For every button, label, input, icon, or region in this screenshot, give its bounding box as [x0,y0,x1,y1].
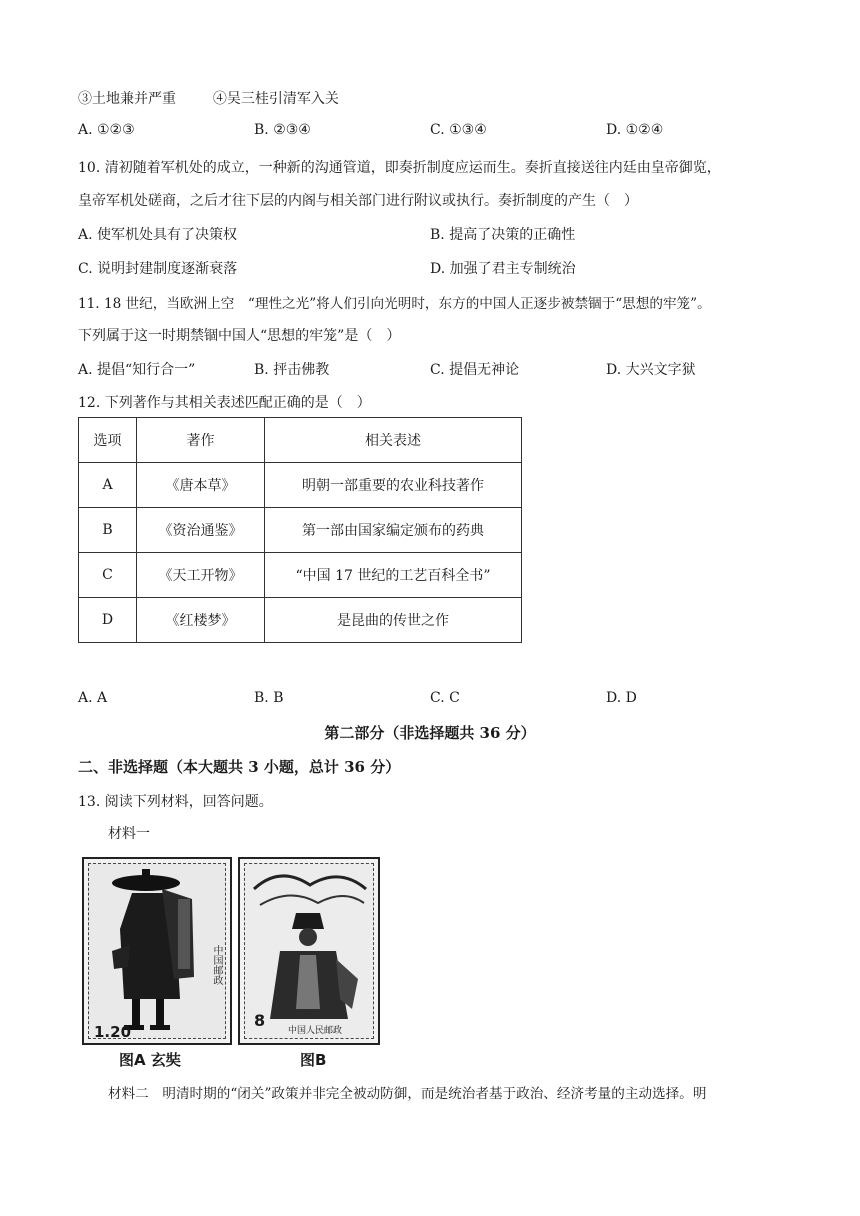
q10-option-a[interactable]: A. 使军机处具有了决策权 [78,227,238,243]
q10-option-c[interactable]: C. 说明封建制度逐渐衰落 [78,261,238,277]
q9-option-b[interactable]: B. ②③④ [254,122,311,138]
table-header-row [79,418,522,463]
q12-stem: 12. 下列著作与其相关表述匹配正确的是（ ） [78,395,371,411]
table-cell: 明朝一部重要的农业科技著作 [265,463,522,508]
table-header-cell: 选项 [79,418,137,463]
stamp-a-side-text: 中国邮政 [211,945,222,985]
table-cell: 第一部由国家编定颁布的药典 [265,508,522,553]
material2-text: 材料二 明清时期的“闭关”政策并非完全被动防御，而是统治者基于政治、经济考量的主动选择。明 [108,1086,707,1102]
q12-option-b[interactable]: B. B [254,690,284,706]
stamp-b-caption: 图B [300,1051,327,1069]
q9-item-4: ④吴三桂引清军入关 [212,91,339,107]
stamp-a-value: 1.20 [94,1023,132,1041]
q11-option-d[interactable]: D. 大兴文字狱 [606,362,696,378]
q11-option-c[interactable]: C. 提倡无神论 [430,362,520,378]
table-cell: 《天工开物》 [137,553,265,598]
table-header-cell: 相关表述 [265,418,522,463]
q10-option-d[interactable]: D. 加强了君主专制统治 [430,261,576,277]
table-cell: B [79,508,137,553]
q12-table [78,417,522,643]
table-row [79,508,522,553]
part2-title: 第二部分（非选择题共 36 分） [324,724,536,742]
table-cell: C [79,553,137,598]
stamp-b-bottom-text: 中国人民邮政 [288,1026,343,1036]
q11-stem-line2: 下列属于这一时期禁锢中国人“思想的牢笼”是（ ） [78,328,401,344]
table-cell: “中国 17 世纪的工艺百科全书” [265,553,522,598]
q10-stem-line1: 10. 清初随着军机处的成立，一种新的沟通管道，即奏折制度应运而生。奏折直接送往内廷由皇帝御览， [78,160,721,176]
stamp-a-caption: 图A 玄奘 [119,1051,181,1069]
table-cell: 《资治通鉴》 [137,508,265,553]
table-row [79,463,522,508]
table-cell: A [79,463,137,508]
q12-option-a[interactable]: A. A [78,690,108,706]
q10-option-b[interactable]: B. 提高了决策的正确性 [430,227,576,243]
q11-option-b[interactable]: B. 抨击佛教 [254,362,330,378]
table-header-cell: 著作 [137,418,265,463]
table-row [79,553,522,598]
table-cell: 是昆曲的传世之作 [265,598,522,643]
q13-stem: 13. 阅读下列材料，回答问题。 [78,794,273,810]
q12-option-d[interactable]: D. D [606,690,637,706]
q9-option-c[interactable]: C. ①③④ [430,122,487,138]
q9-option-d[interactable]: D. ①②④ [606,122,664,138]
q9-option-a[interactable]: A. ①②③ [78,122,135,138]
q11-option-a[interactable]: A. 提倡“知行合一” [78,362,196,378]
material1-label: 材料一 [108,826,150,842]
table-cell: 《红楼梦》 [137,598,265,643]
table-cell: D [79,598,137,643]
q10-stem-line2: 皇帝军机处磋商，之后才往下层的内阁与相关部门进行附议或执行。奏折制度的产生（ ） [78,193,638,209]
q11-stem-line1: 11. 18 世纪，当欧洲上空 “理性之光”将人们引向光明时，东方的中国人正逐步被禁锢于“思想的牢笼”。 [78,296,711,312]
q9-item-3: ③土地兼并严重 [78,91,176,107]
q9-items-line [78,88,339,108]
stamp-b-image [238,857,380,1045]
table-row [79,598,522,643]
table-cell: 《唐本草》 [137,463,265,508]
stamp-a-image [82,857,232,1045]
section2-title: 二、非选择题（本大题共 3 小题，总计 36 分） [78,758,401,776]
q12-option-c[interactable]: C. C [430,690,460,706]
stamp-b-value: 8 [254,1011,266,1030]
